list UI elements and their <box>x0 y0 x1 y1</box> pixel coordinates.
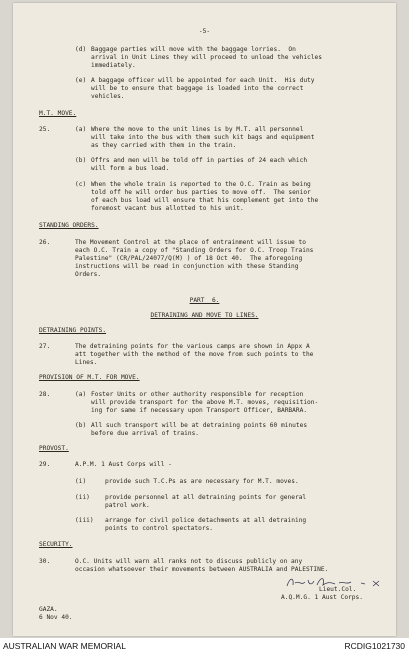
item-25b-line: Offrs and men will be told off in parties of 24 each which <box>91 157 308 164</box>
item-29iii-line: arrange for civil police detachments at all detraining <box>105 517 307 524</box>
para-30-number: 30. <box>39 558 51 565</box>
para-26-line: Palestine" (CR/PAL/24077/Q(M) ) of 18 Oct 40. The aforegoing <box>75 255 303 262</box>
archive-name: AUSTRALIAN WAR MEMORIAL <box>3 641 126 651</box>
record-id: RCDIG1021730 <box>344 641 405 651</box>
para-26-line: instructions will be read in conjunction with these Standing <box>75 263 299 270</box>
para-26-line: The Movement Control at the place of entrainment will issue to <box>75 239 306 246</box>
item-25a-line: Where the move to the unit lines is by M.T. all personnel <box>91 126 304 133</box>
page-number: -5- <box>198 28 211 35</box>
item-29iii-line: points to control spectators. <box>105 525 214 532</box>
item-d-line: immediately. <box>91 62 136 69</box>
item-29ii-line: patrol work. <box>105 502 150 509</box>
item-29ii-line: provide personnel at all detraining points for general <box>105 494 307 501</box>
item-25c-line: of each bus load will ensure that his complement get into the <box>91 197 319 204</box>
place: GAZA. <box>39 606 58 613</box>
archive-footer <box>0 638 409 654</box>
item-e-line: will be to ensure that baggage is loaded into the correct <box>91 85 304 92</box>
section-heading-provision: PROVISION OF M.T. FOR MOVE. <box>39 374 140 381</box>
item-25a-line: will take into the bus with them such kit bags and equipment <box>91 134 315 141</box>
document-page <box>13 3 396 636</box>
para-25-number: 25. <box>39 126 51 133</box>
para-27-line: Lines. <box>75 359 98 366</box>
item-25b-line: will form a bus load. <box>91 165 170 172</box>
item-28b-line: before due arrival of trains. <box>91 430 200 437</box>
part-subtitle: DETRAINING AND MOVE TO LINES. <box>150 312 259 319</box>
item-28b-line: All such transport will be at detraining points 60 minutes <box>91 422 308 429</box>
item-29i-line: provide such T.C.Ps as are necessary for M.T. moves. <box>105 478 299 485</box>
section-heading-mt-move: M.T. MOVE. <box>39 110 77 117</box>
item-25c-line: told off he will order bus parties to move off. The senior <box>91 189 311 196</box>
section-heading-detraining-points: DETRAINING POINTS. <box>39 327 107 334</box>
para-26-line: each O.C. Train a copy of "Standing Orders for O.C. Troop Trains <box>75 247 314 254</box>
para-30-line: occasion whatsoever their movements between AUSTRALIA and PALESTINE. <box>75 566 329 573</box>
item-28a-line: Foster Units or other authority responsible for reception <box>91 391 304 398</box>
item-25c-line: foremost vacant bus allotted to his unit. <box>91 205 244 212</box>
item-29ii-marker: (ii) <box>75 494 90 501</box>
item-25c-marker: (c) <box>75 181 87 188</box>
para-28-number: 28. <box>39 391 51 398</box>
para-26-number: 26. <box>39 239 51 246</box>
para-27-number: 27. <box>39 343 51 350</box>
para-27-line: The detraining points for the various camps are shown in Appx A <box>75 343 310 350</box>
item-d-line: Baggage parties will move with the baggage lorries. On <box>91 46 296 53</box>
item-e-line: vehicles. <box>91 93 125 100</box>
signature-rank: Lieut.Col. <box>319 586 357 593</box>
para-30-line: O.C. Units will warn all ranks not to discuss publicly on any <box>75 558 303 565</box>
para-27-line: att together with the method of the move from such points to the <box>75 351 314 358</box>
item-28a-marker: (a) <box>75 391 87 398</box>
item-25b-marker: (b) <box>75 157 87 164</box>
para-29-intro: A.P.M. 1 Aust Corps will - <box>75 461 172 468</box>
para-29-number: 29. <box>39 461 51 468</box>
signature-unit: A.Q.M.G. 1 Aust Corps. <box>281 594 363 601</box>
item-29i-marker: (i) <box>75 478 87 485</box>
section-heading-security: SECURITY. <box>39 541 73 548</box>
item-28b-marker: (b) <box>75 422 87 429</box>
item-28a-line: will provide transport for the above M.T. moves, requisition- <box>91 399 319 406</box>
section-heading-provost: PROVOST. <box>39 445 69 452</box>
section-heading-standing-orders: STANDING ORDERS. <box>39 222 99 229</box>
item-25a-marker: (a) <box>75 126 87 133</box>
item-25c-line: When the whole train is reported to the O.C. Train as being <box>91 181 311 188</box>
item-29iii-marker: (iii) <box>75 517 94 524</box>
para-26-line: Orders. <box>75 271 102 278</box>
date: 6 Nov 40. <box>39 614 73 621</box>
item-d-marker: (d) <box>75 46 87 53</box>
item-d-line: arrival in Unit Lines they will proceed to unload the vehicles <box>91 54 322 61</box>
item-25a-line: as they carried with them in the train. <box>91 142 237 149</box>
item-e-marker: (e) <box>75 77 87 84</box>
item-28a-line: ing for same if necessary upon Transport Officer, BARBARA. <box>91 407 308 414</box>
item-e-line: A baggage officer will be appointed for each Unit. His duty <box>91 77 315 84</box>
part-title: PART 6. <box>189 297 220 304</box>
